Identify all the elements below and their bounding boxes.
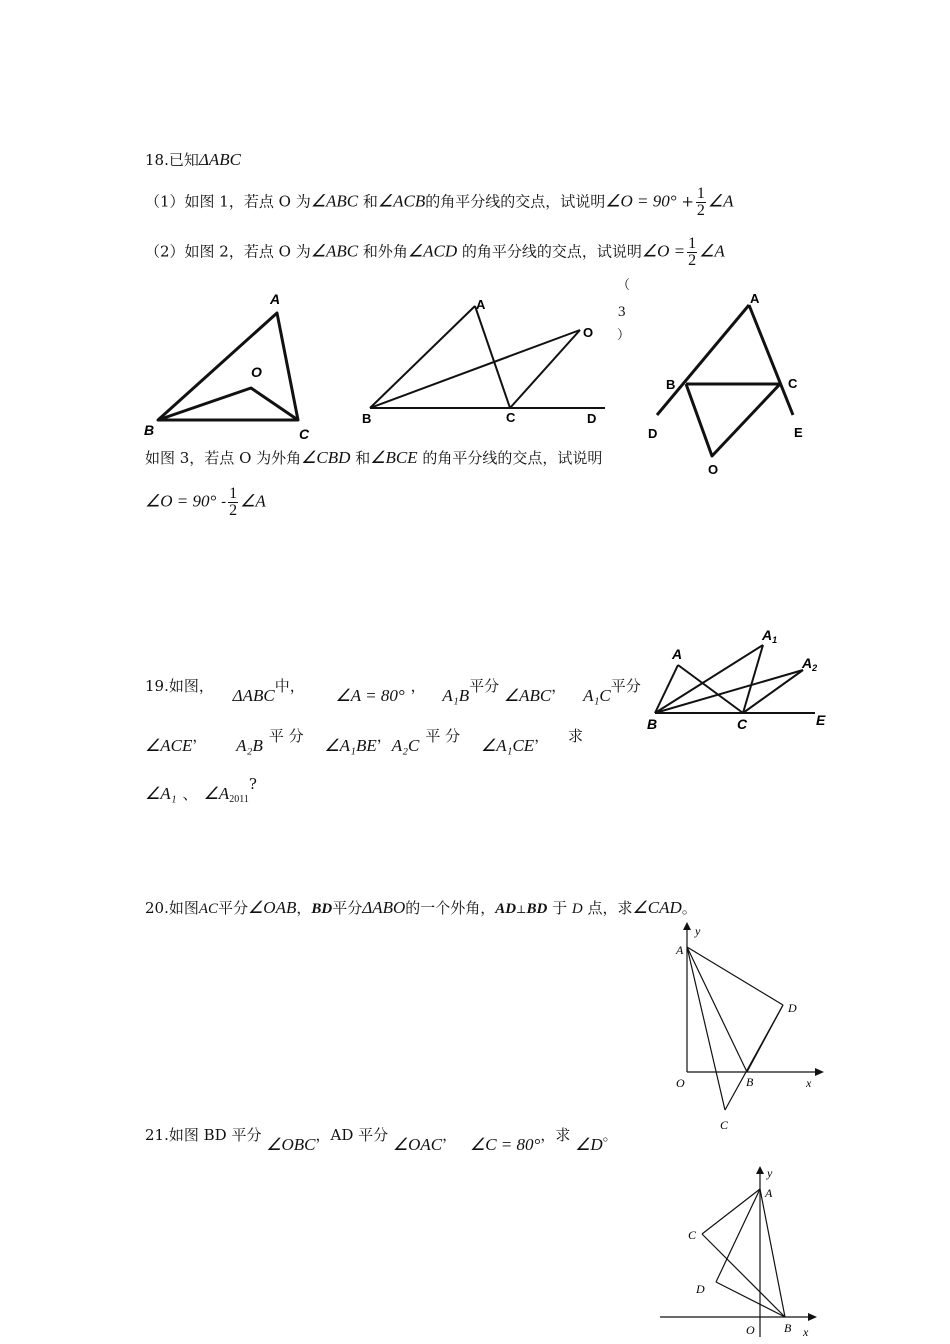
fig19-label-A: A xyxy=(672,646,683,662)
fig20-label-x: x xyxy=(806,1076,812,1090)
fig3-label-B: B xyxy=(666,377,676,392)
fig1-label-O: O xyxy=(251,364,262,380)
fig21-label-y: y xyxy=(767,1166,773,1180)
q19-line2: ∠ACE， A₂B 平 分 ∠A₁BE，A₂C 平 分 ∠A₁CE， 求 xyxy=(145,727,584,755)
fraction-half: $\frac{1}{2}$ xyxy=(696,185,705,219)
figure-3-lines xyxy=(657,305,793,456)
figure-19 xyxy=(645,625,835,735)
fig21-label-C: C xyxy=(688,1228,697,1242)
figure-21 xyxy=(660,1164,830,1342)
fig21-label-A: A xyxy=(765,1186,773,1200)
q21-text: 21.如图 BD 平分 ∠OBC，AD 平分 ∠OAC， ∠C = 80°，求 ∠D。 xyxy=(145,1126,618,1154)
fig20-label-D: D xyxy=(788,1001,797,1015)
fig21-label-O: O xyxy=(746,1323,755,1337)
fig21-label-x: x xyxy=(803,1325,809,1339)
q18-part3-number: 3 xyxy=(618,304,626,320)
x-axis-arrow xyxy=(815,1068,824,1076)
q18-part3-formula: ∠O = 90° - $\frac{1}{2}$ ∠A xyxy=(145,485,266,519)
figure-1-triangle xyxy=(140,285,320,445)
fig2-label-D: D xyxy=(587,411,597,426)
fig20-label-y: y xyxy=(695,924,701,938)
q18-part2: （2）如图 2，若点 O 为∠ABC 和外角∠ACD 的角平分线的交点，试说明∠O = $\frac{1}{2}$ ∠A xyxy=(145,235,725,269)
figure-3-triangle xyxy=(640,285,820,485)
figure-21-lines xyxy=(660,1174,808,1337)
q18-part3-close: ） xyxy=(617,328,631,343)
q19-line1: 19.如图， ΔABC中， ∠A = 80° ， A₁B平分 ∠ABC， A₁C平分 xyxy=(145,677,641,705)
fig20-label-A: A xyxy=(676,943,684,957)
q18-part3-open: （ xyxy=(617,278,631,293)
q18-part1: （1）如图 1，若点 O 为∠ABC 和∠ACB的角平分线的交点，试说明∠O = 90° + $\frac{1}{2}$ ∠A xyxy=(145,185,734,219)
figure-1-lines xyxy=(158,313,298,420)
fig19-label-A2: $A_2$ xyxy=(802,655,818,673)
fig1-label-A: A xyxy=(270,291,281,307)
fig2-label-C: C xyxy=(506,410,516,425)
y-axis-arrow xyxy=(756,1166,764,1174)
figure-2-lines xyxy=(370,306,605,408)
fig20-label-O: O xyxy=(676,1076,685,1090)
x-axis-arrow xyxy=(808,1313,817,1321)
q19-line3: ∠A₁ 、 $\angle A_{2011}$? xyxy=(145,775,257,805)
fig19-label-C: C xyxy=(737,716,748,732)
y-axis-arrow xyxy=(683,922,691,930)
fig3-label-D: D xyxy=(648,426,658,441)
figure-20 xyxy=(665,922,825,1137)
fig2-label-O: O xyxy=(583,325,594,340)
fig19-label-E: E xyxy=(816,712,826,728)
q20-text: 20.如图AC平分∠OAB，BD平分ΔABO的一个外角，AD⊥BD 于 D 点，求∠CAD。 xyxy=(145,898,697,917)
fig3-label-A: A xyxy=(750,291,760,306)
fraction-half: $\frac{1}{2}$ xyxy=(688,235,697,269)
fig21-label-B: B xyxy=(784,1321,792,1335)
fig3-label-C: C xyxy=(788,376,798,391)
figure-2-triangle xyxy=(355,290,615,430)
fig19-label-B: B xyxy=(647,716,658,732)
fig1-label-C: C xyxy=(299,426,310,442)
fraction-half: $\frac{1}{2}$ xyxy=(229,485,238,519)
fig3-label-E: E xyxy=(794,425,803,440)
fig1-label-B: B xyxy=(144,422,155,438)
fig20-label-C: C xyxy=(720,1118,729,1132)
fig20-label-B: B xyxy=(746,1075,754,1089)
fig3-label-O: O xyxy=(708,462,719,477)
fig19-label-A1: $A_1$ xyxy=(762,627,778,645)
q18-title: 18.已知ΔABC xyxy=(145,150,241,169)
fig2-label-B: B xyxy=(362,411,372,426)
fig21-label-D: D xyxy=(696,1282,705,1296)
q18-part3: 如图 3，若点 O 为外角∠CBD 和∠BCE 的角平分线的交点，试说明 xyxy=(145,448,603,467)
fig2-label-A: A xyxy=(476,297,486,312)
